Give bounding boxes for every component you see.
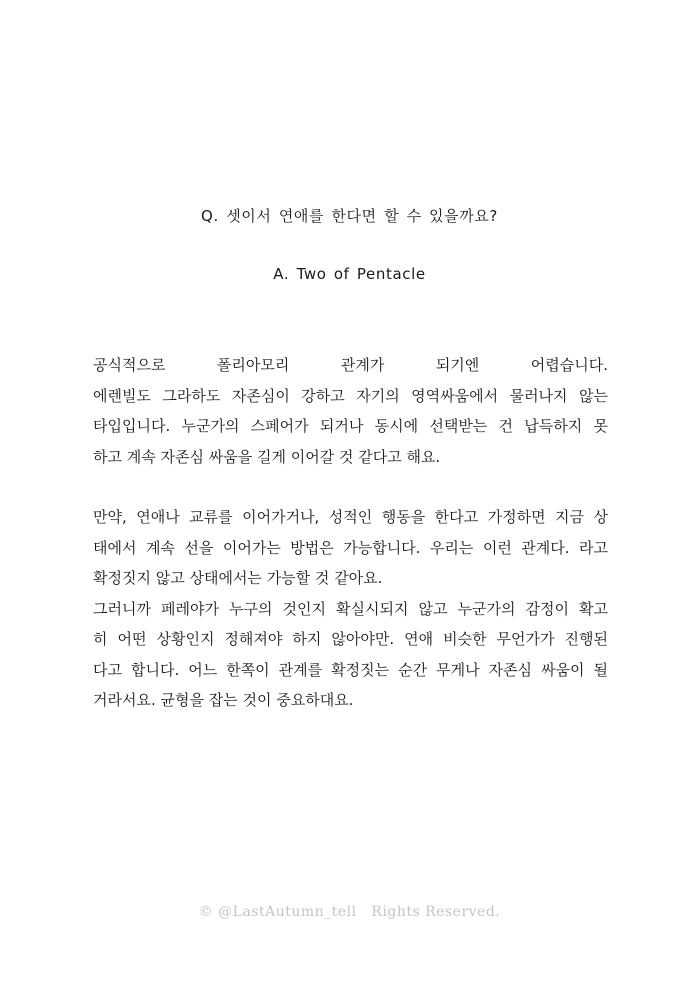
paragraph-2-line: 확정짓지 않고 상태에서는 가능할 것 같아요. (93, 569, 383, 587)
paragraph-1 (93, 350, 608, 472)
paragraph-1-line: 하고 계속 자존심 싸움을 길게 이어갈 것 같다고 해요. (93, 447, 441, 466)
question-heading: Q. 셋이서 연애를 한다면 할 수 있을까요? (201, 207, 498, 225)
paragraph-2-line: 히 어떤 상황인지 정해져야 하지 않아야만. 연애 비슷한 무언가가 진행된 (93, 630, 608, 648)
paragraph-2-line: 거라서요. 균형을 잡는 것이 중요하대요. (93, 691, 354, 709)
copyright-footer: © @LastAutumn_tell Rights Reserved. (198, 904, 501, 920)
answer-heading: A. Two of Pentacle (273, 265, 426, 283)
paragraph-2-line: 만약, 연애나 교류를 이어가거나, 성적인 행동을 한다고 가정하면 지금 상 (93, 508, 608, 526)
paragraph-1-line: 에렌빌도 그라하도 자존심이 강하고 자기의 영역싸움에서 물러나지 않는 (93, 386, 608, 405)
paragraph-2-line: 다고 합니다. 어느 한쪽이 관계를 확정짓는 순간 무게나 자존심 싸움이 될 (93, 660, 608, 679)
paragraph-2 (93, 502, 608, 716)
paragraph-2-line: 태에서 계속 선을 이어가는 방법은 가능합니다. 우리는 이런 관계다. 라고 (93, 538, 608, 557)
paragraph-1-line: 공식적으로 폴리아모리 관계가 되기엔 어렵습니다. (93, 356, 608, 374)
paragraph-1-line: 타입입니다. 누군가의 스페어가 되거나 동시에 선택받는 건 납득하지 못 (93, 417, 608, 435)
paragraph-2-line: 그러니까 페레야가 누구의 것인지 확실시되지 않고 누군가의 감정이 확고 (93, 599, 608, 618)
